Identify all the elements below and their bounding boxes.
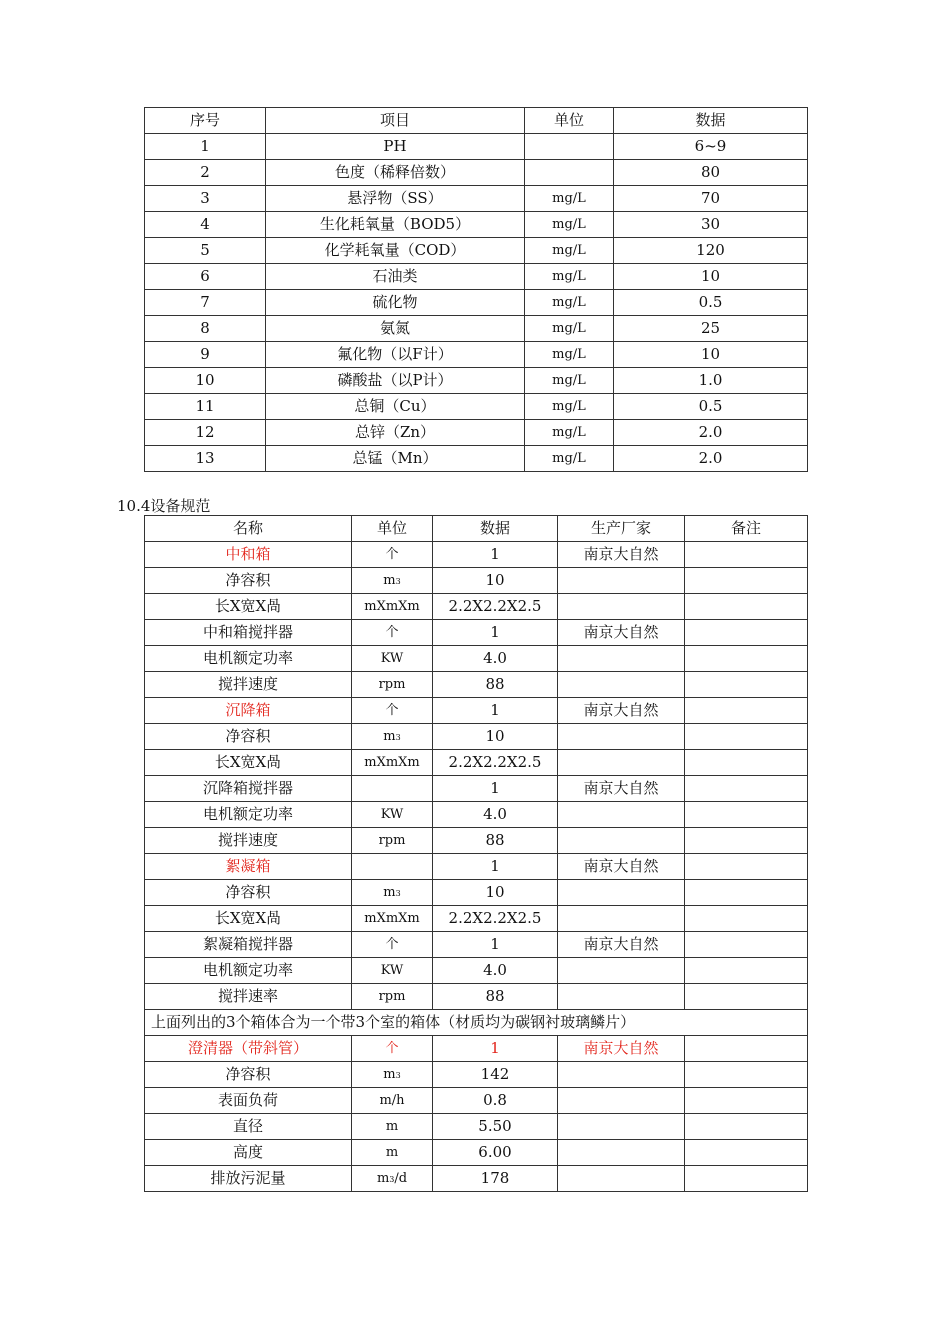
table-cell [685, 1062, 808, 1088]
table-cell: 1 [433, 932, 558, 958]
table-cell: 悬浮物（SS） [266, 186, 525, 212]
table-cell [685, 750, 808, 776]
table-row [145, 316, 808, 342]
table-cell: 南京大自然 [558, 854, 685, 880]
table-cell: 南京大自然 [558, 620, 685, 646]
table-cell: 个 [352, 542, 433, 568]
table-cell: 个 [352, 698, 433, 724]
table-cell [685, 542, 808, 568]
table-cell [685, 1088, 808, 1114]
table-cell: 10 [433, 568, 558, 594]
table-cell [558, 594, 685, 620]
table-cell: rpm [352, 672, 433, 698]
table-cell: 南京大自然 [558, 776, 685, 802]
unit-exponent: 3 [395, 1071, 401, 1080]
table-row [145, 646, 808, 672]
table-cell [685, 646, 808, 672]
table-cell: 个 [352, 932, 433, 958]
table-cell [685, 672, 808, 698]
table-cell: 个 [352, 620, 433, 646]
table-cell: 2.0 [614, 420, 808, 446]
table-cell [558, 958, 685, 984]
table-cell [558, 802, 685, 828]
table-row [145, 420, 808, 446]
table-cell: mg/L [525, 368, 614, 394]
table-cell: 70 [614, 186, 808, 212]
table-cell [558, 880, 685, 906]
table-cell: 长X宽X咼 [145, 906, 352, 932]
table-cell: 电机额定功率 [145, 958, 352, 984]
table-cell [685, 620, 808, 646]
table-cell [685, 568, 808, 594]
table-cell: 4.0 [433, 646, 558, 672]
table-cell: 生化耗氧量（BOD5） [266, 212, 525, 238]
table-row [145, 1114, 808, 1140]
header-cell: 单位 [352, 516, 433, 542]
table-cell: 2.2X2.2X2.5 [433, 750, 558, 776]
table-row [145, 1140, 808, 1166]
table-note: 上面列出的3个箱体合为一个带3个室的箱体（材质均为碳钢衬玻璃鳞片） [145, 1010, 808, 1036]
table-cell: 澄清器（带斜管） [145, 1036, 352, 1062]
table-cell [558, 984, 685, 1010]
table-cell: 氨氮 [266, 316, 525, 342]
table-row [145, 342, 808, 368]
table-cell: 10 [145, 368, 266, 394]
table-cell: mg/L [525, 290, 614, 316]
table-row [145, 724, 808, 750]
table-cell: mg/L [525, 446, 614, 472]
table-cell: rpm [352, 828, 433, 854]
table-cell: 2.0 [614, 446, 808, 472]
table-cell: 净容积 [145, 880, 352, 906]
table-cell: 10 [614, 342, 808, 368]
header-cell: 数据 [614, 108, 808, 134]
header-cell: 数据 [433, 516, 558, 542]
table-cell [685, 1036, 808, 1062]
table-cell: KW [352, 646, 433, 672]
table-row [145, 880, 808, 906]
table-cell: 净容积 [145, 1062, 352, 1088]
table-cell: 排放污泥量 [145, 1166, 352, 1192]
table-cell: 3 [145, 186, 266, 212]
table-cell: 2 [145, 160, 266, 186]
table-cell [685, 880, 808, 906]
table-cell [558, 568, 685, 594]
header-cell: 备注 [685, 516, 808, 542]
table-cell: 总锌（Zn） [266, 420, 525, 446]
table-cell [525, 134, 614, 160]
table-cell [558, 1140, 685, 1166]
equipment-spec-table [144, 515, 808, 1192]
table-header-row [145, 108, 808, 134]
table-row [145, 160, 808, 186]
table-cell: 120 [614, 238, 808, 264]
table-cell [525, 160, 614, 186]
table-cell: m3 [352, 1062, 433, 1088]
table-cell: 25 [614, 316, 808, 342]
table-cell: 2.2X2.2X2.5 [433, 906, 558, 932]
table-cell: 2.2X2.2X2.5 [433, 594, 558, 620]
table-row [145, 854, 808, 880]
table-row [145, 594, 808, 620]
table-cell: 南京大自然 [558, 1036, 685, 1062]
table-row [145, 186, 808, 212]
section-title: 10.4设备规范 [117, 497, 211, 515]
table-cell: 12 [145, 420, 266, 446]
table-row [145, 1166, 808, 1192]
table-cell: 色度（稀释倍数） [266, 160, 525, 186]
table-cell: 1 [433, 542, 558, 568]
table-cell: 1 [433, 698, 558, 724]
table-cell [685, 958, 808, 984]
table-cell: 南京大自然 [558, 932, 685, 958]
table-row [145, 1036, 808, 1062]
table-cell: 絮凝箱搅拌器 [145, 932, 352, 958]
table-cell: 30 [614, 212, 808, 238]
unit-exponent: 3 [395, 733, 401, 742]
table-cell [685, 984, 808, 1010]
table-cell: 沉降箱 [145, 698, 352, 724]
table-cell [685, 932, 808, 958]
table-cell: 13 [145, 446, 266, 472]
table-row [145, 568, 808, 594]
table-cell: 净容积 [145, 724, 352, 750]
table-cell: m [352, 1140, 433, 1166]
table-cell: 搅拌速度 [145, 672, 352, 698]
table-cell [558, 724, 685, 750]
table-cell: 0.8 [433, 1088, 558, 1114]
table-cell: m/h [352, 1088, 433, 1114]
table-cell: 南京大自然 [558, 542, 685, 568]
table-cell: 磷酸盐（以P计） [266, 368, 525, 394]
table-cell: 88 [433, 984, 558, 1010]
table-cell [685, 906, 808, 932]
table-cell: mg/L [525, 212, 614, 238]
table-cell: mg/L [525, 186, 614, 212]
table-cell: m [352, 1114, 433, 1140]
table-cell: mg/L [525, 420, 614, 446]
table-cell [558, 906, 685, 932]
table-cell [558, 828, 685, 854]
table-cell: mXmXm [352, 594, 433, 620]
table-row [145, 394, 808, 420]
table-cell: 净容积 [145, 568, 352, 594]
table-cell: 硫化物 [266, 290, 525, 316]
table-cell: 10 [614, 264, 808, 290]
table-row [145, 238, 808, 264]
table-note-row [145, 1010, 808, 1036]
table-cell: 氟化物（以F计） [266, 342, 525, 368]
table-row [145, 750, 808, 776]
table-cell: 南京大自然 [558, 698, 685, 724]
table-cell [558, 646, 685, 672]
header-cell: 序号 [145, 108, 266, 134]
table-cell: 化学耗氧量（COD） [266, 238, 525, 264]
table-cell: mg/L [525, 316, 614, 342]
water-quality-table [144, 107, 808, 472]
table-cell: 4.0 [433, 958, 558, 984]
table-cell: 9 [145, 342, 266, 368]
table-cell: mg/L [525, 394, 614, 420]
table-cell [685, 594, 808, 620]
table-row [145, 446, 808, 472]
table-cell: 长X宽X咼 [145, 750, 352, 776]
table-cell: 1.0 [614, 368, 808, 394]
table-row [145, 906, 808, 932]
table-cell: 中和箱 [145, 542, 352, 568]
table-cell [685, 724, 808, 750]
unit-exponent: 3 [395, 577, 401, 586]
unit-exponent: 3 [395, 889, 401, 898]
table-row [145, 932, 808, 958]
table-row [145, 672, 808, 698]
table-cell: 表面负荷 [145, 1088, 352, 1114]
table-cell: 中和箱搅拌器 [145, 620, 352, 646]
table-cell: 沉降箱搅拌器 [145, 776, 352, 802]
table-cell: mXmXm [352, 750, 433, 776]
table-cell: 长X宽X咼 [145, 594, 352, 620]
table-cell: KW [352, 958, 433, 984]
table-cell: 88 [433, 672, 558, 698]
table-cell [685, 1114, 808, 1140]
table-row [145, 134, 808, 160]
table-cell: 总铜（Cu） [266, 394, 525, 420]
table-cell [558, 1088, 685, 1114]
table-row [145, 542, 808, 568]
table-cell: 80 [614, 160, 808, 186]
table-row [145, 984, 808, 1010]
table-cell: 5 [145, 238, 266, 264]
table-row [145, 1062, 808, 1088]
header-cell: 项目 [266, 108, 525, 134]
table-cell [685, 828, 808, 854]
table-cell: 88 [433, 828, 558, 854]
unit-exponent: 3 [389, 1175, 395, 1184]
table-cell: 搅拌速度 [145, 828, 352, 854]
table-cell: 8 [145, 316, 266, 342]
table-cell: rpm [352, 984, 433, 1010]
table-cell: 1 [433, 854, 558, 880]
header-cell: 生产厂家 [558, 516, 685, 542]
table-row [145, 776, 808, 802]
table-cell: 11 [145, 394, 266, 420]
table-row [145, 212, 808, 238]
table-cell: m3 [352, 724, 433, 750]
table-cell: 0.5 [614, 290, 808, 316]
table-cell: 10 [433, 880, 558, 906]
table-cell: m3 [352, 880, 433, 906]
table-cell: mXmXm [352, 906, 433, 932]
table-cell: mg/L [525, 264, 614, 290]
table-row [145, 620, 808, 646]
table-cell: 电机额定功率 [145, 802, 352, 828]
table-cell: 4 [145, 212, 266, 238]
table-row [145, 958, 808, 984]
table-cell [558, 1062, 685, 1088]
table-cell: 6 [145, 264, 266, 290]
table-row [145, 264, 808, 290]
table-cell: 0.5 [614, 394, 808, 420]
table-cell: 电机额定功率 [145, 646, 352, 672]
table-row [145, 698, 808, 724]
table-cell [685, 1140, 808, 1166]
table-cell: 总锰（Mn） [266, 446, 525, 472]
table-cell: 142 [433, 1062, 558, 1088]
table-cell [685, 776, 808, 802]
table-row [145, 828, 808, 854]
table-cell: 7 [145, 290, 266, 316]
table-cell: 石油类 [266, 264, 525, 290]
table-cell: 4.0 [433, 802, 558, 828]
table-cell [685, 802, 808, 828]
table-cell: mg/L [525, 342, 614, 368]
table-cell: 1 [433, 620, 558, 646]
table-cell: PH [266, 134, 525, 160]
table-cell: 高度 [145, 1140, 352, 1166]
table-cell [352, 854, 433, 880]
table-cell: 直径 [145, 1114, 352, 1140]
table-cell [558, 1166, 685, 1192]
table-cell: m3/d [352, 1166, 433, 1192]
table-cell [685, 1166, 808, 1192]
table-cell [352, 776, 433, 802]
table-header-row [145, 516, 808, 542]
table-cell: m3 [352, 568, 433, 594]
table-cell [685, 698, 808, 724]
table-cell [558, 672, 685, 698]
table-row [145, 1088, 808, 1114]
table-cell: KW [352, 802, 433, 828]
table-row [145, 802, 808, 828]
header-cell: 单位 [525, 108, 614, 134]
table-row [145, 368, 808, 394]
table-cell: mg/L [525, 238, 614, 264]
table-cell: 1 [433, 776, 558, 802]
header-cell: 名称 [145, 516, 352, 542]
table-cell: 1 [433, 1036, 558, 1062]
table-cell: 10 [433, 724, 558, 750]
table-cell [558, 750, 685, 776]
table-cell: 178 [433, 1166, 558, 1192]
table-cell: 搅拌速率 [145, 984, 352, 1010]
table-cell: 絮凝箱 [145, 854, 352, 880]
table-row [145, 290, 808, 316]
table-cell: 个 [352, 1036, 433, 1062]
table-cell [685, 854, 808, 880]
table-cell: 6~9 [614, 134, 808, 160]
table-cell [558, 1114, 685, 1140]
table-cell: 6.00 [433, 1140, 558, 1166]
table-cell: 1 [145, 134, 266, 160]
table-cell: 5.50 [433, 1114, 558, 1140]
